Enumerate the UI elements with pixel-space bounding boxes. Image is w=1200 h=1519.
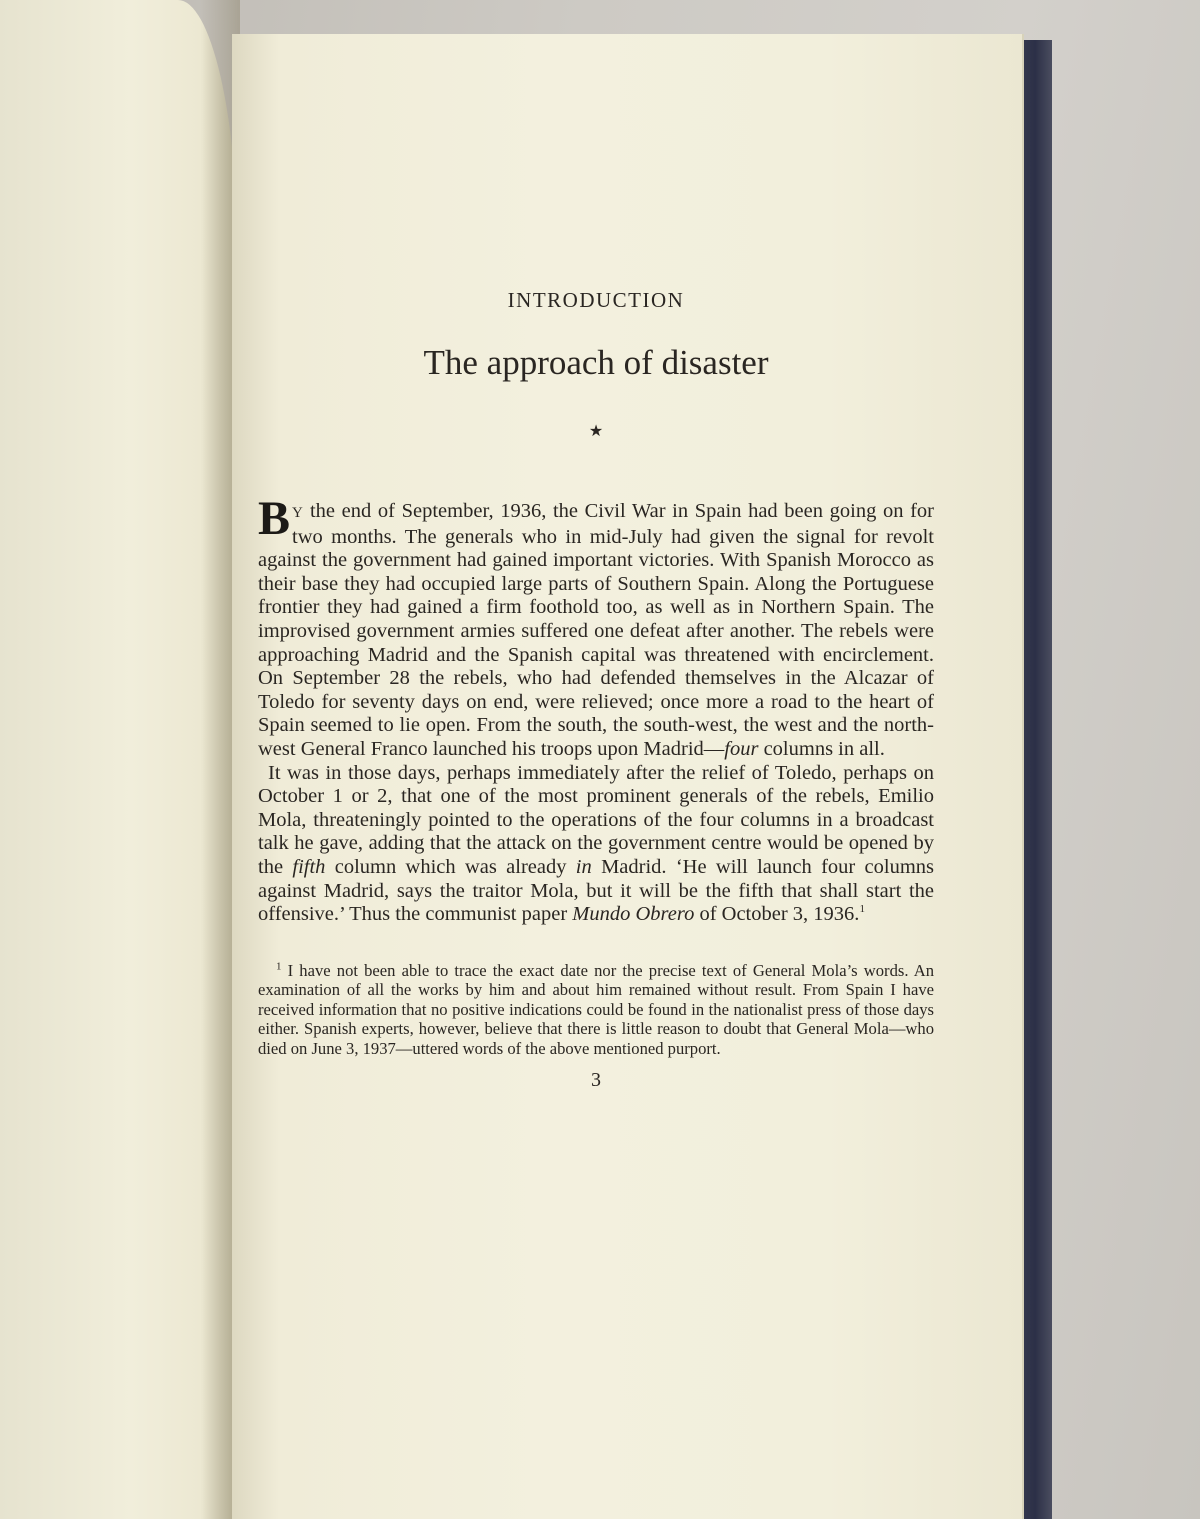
paragraph-2-part-3: Madrid. ‘He will launch four columns against Madrid, says the traitor Mola, but it will be the fifth that shall start the offensive.’ Thus the communist paper [258, 855, 935, 926]
paragraph-2-part-4: of October 3, 1936. [694, 903, 860, 926]
paragraph-2-part-2: column which was already [325, 855, 576, 878]
footnote-text-block [258, 961, 934, 1059]
paragraph-2-italic-3: Mundo Obrero [572, 903, 695, 926]
paragraph-2-italic-1: fifth [292, 855, 326, 878]
body-text [258, 492, 935, 927]
paragraph-1-italic: four [724, 737, 759, 760]
footnote-reference: 1 [859, 903, 865, 916]
paragraph-2 [258, 762, 934, 927]
footnote-text: I have not been able to trace the exact date nor the precise text of General Mola’s words. An examination of all the works by him and about him remained without result. From Spain I have received information that no positive indications could be found in the nationalist press of those days either. Spanish experts, however, believe that there is little reason to doubt that General Mola—who died on June 3, 1937—uttered words of the above mentioned purport. [258, 960, 934, 1059]
small-cap: Y [292, 505, 304, 521]
page-number: 3 [591, 1068, 601, 1091]
paragraph-1-text: the end of September, 1936, the Civil War in Spain had been going on for two months. The generals who in mid-July had given the signal for revolt against the government had gained important victories. With Spanish Morocco as their base they had occupied large parts of Southern Spain. Along the Portuguese frontier they had gained a firm foothold too, as well as in Northern Spain. The improvised government armies suffered one defeat after another. The rebels were approaching Madrid and the Spanish capital was threatened with encirclement. On September 28 the rebels, who had defended themselves in the Alcazar of Toledo for seventy days on end, were relieved; once more a road to the heart of Spain seemed to lie open. From the south, the south-west, the west and the north-west General Franco launched his troops upon Madrid— [258, 500, 934, 760]
star-ornament-icon: ★ [588, 423, 604, 440]
page-content [258, 288, 934, 1092]
footnote [258, 961, 934, 1059]
footnote-marker: 1 [276, 960, 282, 973]
chapter-label: INTRODUCTION [507, 288, 685, 312]
paragraph-1-end: columns in all. [758, 737, 885, 760]
chapter-title: The approach of disaster [423, 343, 769, 382]
drop-cap: B [258, 492, 291, 545]
paragraph-2-italic-2: in [575, 855, 592, 878]
paragraph-2-part-1: It was in those days, perhaps immediately after the relief of Toledo, perhaps on October 1 or 2, that one of the most prominent generals of the rebels, Emilio Mola, threateningly pointed to the operations of the four columns in a broadcast talk he gave, adding that the attack on the government centre would be opened by the [258, 761, 934, 878]
paragraph-1 [258, 492, 934, 762]
